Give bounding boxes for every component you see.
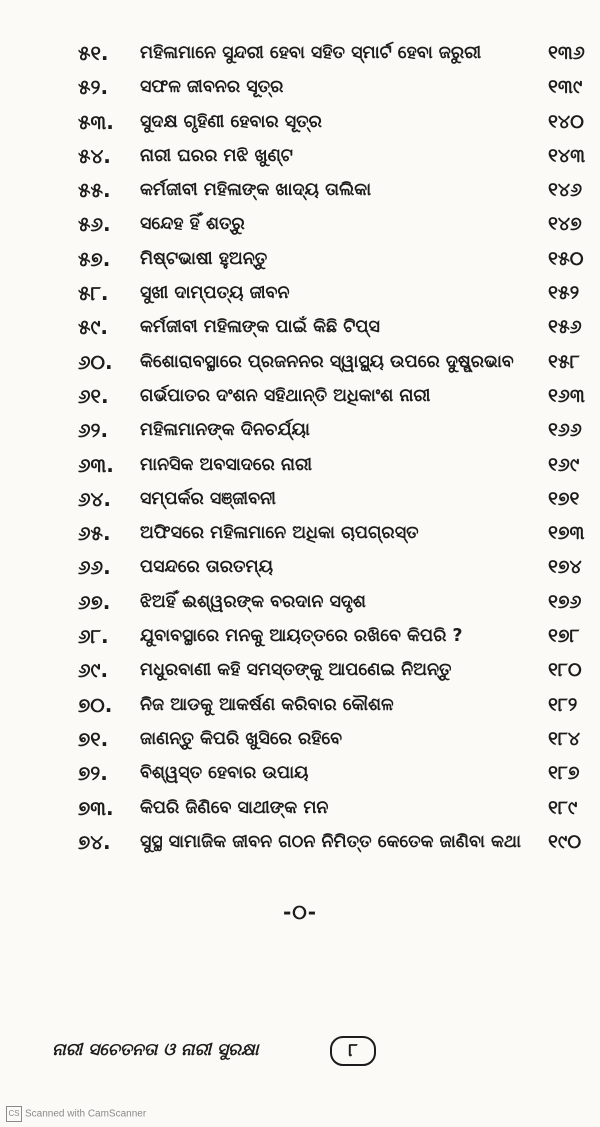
toc-entry-page: ୧୫୦ bbox=[548, 247, 584, 270]
toc-entry-number: ୫୭. bbox=[78, 246, 111, 271]
toc-entry-number: ୭୧. bbox=[78, 726, 109, 751]
toc-entry-number: ୫୫. bbox=[78, 178, 111, 203]
toc-entry-number: ୬୩. bbox=[78, 452, 114, 477]
toc-row bbox=[0, 825, 600, 859]
toc-entry-title: କିଶୋରାବସ୍ଥାରେ ପ୍ରଜନନର ସ୍ୱାସ୍ଥ୍ୟ ଉପରେ ଦୁଷ୍ପ୍ରଭାବ bbox=[140, 351, 514, 372]
toc-entry-page: ୧୭୧ bbox=[548, 487, 580, 510]
scanner-watermark bbox=[6, 1106, 146, 1122]
toc-row bbox=[0, 36, 600, 70]
toc-entry-number: ୫୧. bbox=[78, 41, 109, 65]
book-title: ନାରୀ ସଚେତନତା ଓ ନାରୀ ସୁରକ୍ଷା bbox=[52, 1040, 259, 1060]
toc-entry-number: ୬୧. bbox=[78, 383, 109, 408]
toc-row bbox=[0, 653, 600, 687]
toc-entry-number: ୫୩. bbox=[78, 109, 114, 134]
toc-entry-title: ପସନ୍ଦରେ ତାରତମ୍ୟ bbox=[140, 557, 274, 578]
toc-entry-title: ଝିଅହିଁ ଈଶ୍ୱରଙ୍କ ବରଦାନ ସଦୃଶ bbox=[140, 591, 366, 612]
toc-entry-title: ସୁଖୀ ଦାମ୍ପତ୍ୟ ଜୀବନ bbox=[140, 283, 290, 304]
toc-entry-title: ସୁଦକ୍ଷ ଗୃହିଣୀ ହେବାର ସୂତ୍ର bbox=[140, 111, 322, 132]
toc-entry-title: ଯୁବାବସ୍ଥାରେ ମନକୁ ଆୟତ୍ତରେ ରଖିବେ କିପରି ? bbox=[140, 626, 463, 647]
toc-entry-page: ୧୩୬ bbox=[548, 42, 585, 64]
toc-row bbox=[0, 482, 600, 516]
toc-entry-page: ୧୫୮ bbox=[548, 350, 580, 373]
toc-entry-title: ସଫଳ ଜୀବନର ସୂତ୍ର bbox=[140, 77, 284, 98]
toc-entry-page: ୧୫୬ bbox=[548, 316, 582, 339]
toc-entry-title: ସମ୍ପର୍କର ସଞ୍ଜୀବନୀ bbox=[140, 488, 276, 509]
toc-row bbox=[0, 379, 600, 413]
toc-entry-number: ୬୪. bbox=[78, 486, 111, 511]
toc-row bbox=[0, 550, 600, 584]
table-of-contents bbox=[0, 36, 600, 859]
toc-entry-page: ୧୬୬ bbox=[548, 419, 582, 442]
toc-entry-title: ମାନସିକ ଅବସାଦରେ ନାରୀ bbox=[140, 454, 313, 475]
toc-entry-page: ୧୬୯ bbox=[548, 453, 580, 476]
toc-row bbox=[0, 276, 600, 310]
toc-entry-title: କିପରି ଜିଣିବେ ସାଥୀଙ୍କ ମନ bbox=[140, 797, 329, 818]
toc-row bbox=[0, 791, 600, 825]
toc-entry-number: ୫୨. bbox=[78, 75, 109, 100]
toc-entry-page: ୧୮୭ bbox=[548, 762, 580, 785]
toc-entry-number: ୬୮. bbox=[78, 624, 109, 649]
toc-row bbox=[0, 105, 600, 139]
toc-row bbox=[0, 242, 600, 276]
toc-row bbox=[0, 448, 600, 482]
toc-row bbox=[0, 413, 600, 447]
toc-entry-number: ୫୪. bbox=[78, 143, 111, 168]
toc-entry-number: ୫୯. bbox=[78, 315, 109, 340]
toc-row bbox=[0, 345, 600, 379]
toc-entry-number: ୬୦. bbox=[78, 349, 113, 374]
toc-row bbox=[0, 207, 600, 241]
toc-entry-title: ମଧୁରବାଣୀ କହି ସମସ୍ତଙ୍କୁ ଆପଣେଇ ନିଅନ୍ତୁ bbox=[140, 660, 452, 681]
toc-entry-title: ଗର୍ଭପାତର ଦଂଶନ ସହିଥାନ୍ତି ଅଧିକାଂଶ ନାରୀ bbox=[140, 385, 431, 406]
toc-entry-page: ୧୭୮ bbox=[548, 625, 580, 648]
toc-entry-title: ମହିଳାମାନଙ୍କ ଦିନଚର୍ଯ୍ୟା bbox=[140, 420, 310, 441]
toc-entry-title: କର୍ମଜୀବୀ ମହିଳାଙ୍କ ଖାଦ୍ୟ ତାଲିକା bbox=[140, 180, 372, 201]
toc-entry-title: ନିଜ ଆଡକୁ ଆକର୍ଷଣ କରିବାର କୌଶଳ bbox=[140, 694, 394, 715]
toc-row bbox=[0, 516, 600, 550]
toc-row bbox=[0, 619, 600, 653]
toc-entry-number: ୭୪. bbox=[78, 829, 111, 854]
toc-entry-title: ଜାଣନ୍ତୁ କିପରି ଖୁସିରେ ରହିବେ bbox=[140, 728, 343, 749]
toc-row bbox=[0, 173, 600, 207]
toc-entry-number: ୫୬. bbox=[78, 212, 111, 237]
toc-row bbox=[0, 70, 600, 104]
toc-entry-page: ୧୭୩ bbox=[548, 522, 585, 545]
toc-entry-number: ୬୫. bbox=[78, 521, 111, 546]
toc-entry-page: ୧୫୨ bbox=[548, 282, 580, 305]
toc-entry-number: ୫୮. bbox=[78, 281, 109, 306]
page-number: ୮ bbox=[330, 1036, 376, 1066]
toc-entry-page: ୧୭୬ bbox=[548, 590, 582, 613]
toc-entry-page: ୧୪୦ bbox=[548, 110, 584, 133]
toc-entry-page: ୧୪୬ bbox=[548, 179, 583, 202]
toc-row bbox=[0, 722, 600, 756]
toc-entry-number: ୬୬. bbox=[78, 555, 111, 580]
toc-row bbox=[0, 139, 600, 173]
toc-entry-page: ୧୮୨ bbox=[548, 693, 578, 716]
toc-row bbox=[0, 688, 600, 722]
scanner-watermark-text: Scanned with CamScanner bbox=[25, 1108, 147, 1120]
toc-entry-number: ୭୦. bbox=[78, 692, 113, 717]
toc-row bbox=[0, 756, 600, 790]
toc-entry-page: ୧୪୭ bbox=[548, 213, 582, 236]
toc-entry-number: ୬୯. bbox=[78, 658, 109, 683]
toc-entry-number: ୬୭. bbox=[78, 589, 111, 614]
toc-entry-page: ୧୭୪ bbox=[548, 556, 582, 579]
toc-entry-title: ନାରୀ ଘରର ମଝି ଖୁଣ୍ଟ bbox=[140, 145, 293, 166]
toc-row bbox=[0, 310, 600, 344]
toc-entry-title: ଅଫିସରେ ମହିଳାମାନେ ଅଧିକା ଚାପଗ୍ରସ୍ତ bbox=[140, 523, 419, 544]
toc-entry-number: ୭୨. bbox=[78, 761, 108, 786]
toc-entry-title: କର୍ମଜୀବୀ ମହିଳାଙ୍କ ପାଇଁ କିଛି ଟିପ୍ସ bbox=[140, 317, 380, 338]
toc-entry-title: ମହିଳାମାନେ ସୁନ୍ଦରୀ ହେବା ସହିତ ସ୍ମାର୍ଟ ହେବା ଜରୁରୀ bbox=[140, 43, 482, 63]
toc-entry-number: ୬୨. bbox=[78, 418, 109, 443]
toc-entry-page: ୧୮୦ bbox=[548, 659, 582, 682]
toc-entry-page: ୧୮୪ bbox=[548, 727, 580, 750]
toc-entry-page: ୧୯୦ bbox=[548, 830, 582, 853]
toc-entry-title: ସନ୍ଦେହ ହିଁ ଶତ୍ରୁ bbox=[140, 214, 245, 235]
toc-entry-title: ବିଶ୍ୱସ୍ତ ହେବାର ଉପାୟ bbox=[140, 763, 309, 784]
toc-entry-page: ୧୬୩ bbox=[548, 384, 585, 407]
section-separator: -୦- bbox=[282, 900, 318, 924]
toc-entry-page: ୧୮୯ bbox=[548, 796, 578, 819]
toc-entry-page: ୧୩୯ bbox=[548, 76, 583, 99]
toc-entry-title: ମିଷ୍ଟଭାଷୀ ହୁଅନ୍ତୁ bbox=[140, 248, 268, 269]
toc-row bbox=[0, 585, 600, 619]
camscanner-logo-icon: CS bbox=[6, 1106, 22, 1122]
toc-entry-number: ୭୩. bbox=[78, 795, 114, 820]
toc-entry-title: ସୁସ୍ଥ ସାମାଜିକ ଜୀବନ ଗଠନ ନିମିତ୍ତ କେତେକ ଜାଣିବା କଥା bbox=[140, 831, 522, 852]
toc-entry-page: ୧୪୩ bbox=[548, 144, 586, 167]
